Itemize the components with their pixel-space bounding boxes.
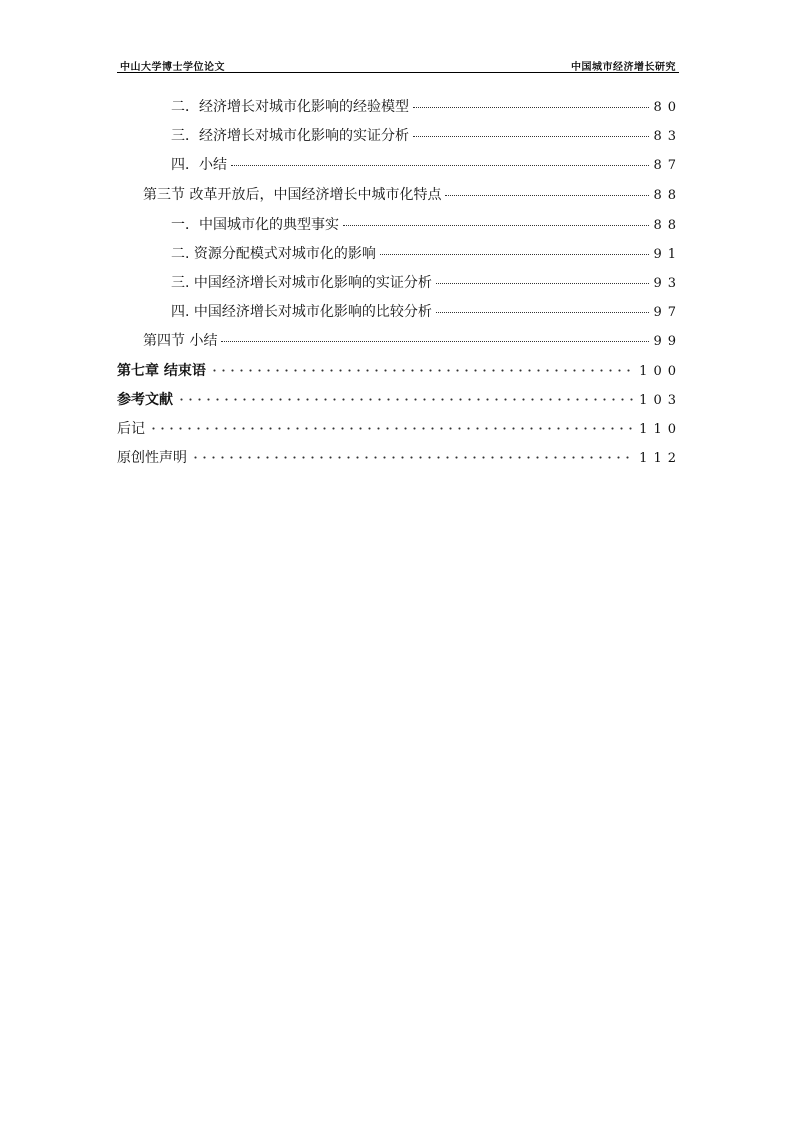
toc-entry-label: 第七章 结束语: [117, 363, 206, 379]
toc-dot-leader: [231, 165, 649, 166]
page-header: [117, 58, 679, 73]
header-thesis-title: 中山大学博士学位论文: [120, 62, 225, 73]
toc-entry-label: 四. 中国经济增长对城市化影响的比较分析: [171, 304, 432, 320]
toc-entry-label: 后记: [117, 421, 145, 437]
toc-entry-page: 100: [639, 364, 682, 379]
toc-dot-leader: [436, 283, 650, 284]
toc-entry[interactable]: [171, 96, 682, 118]
toc-dot-leader: [380, 254, 650, 255]
toc-entry-label: 三．经济增长对城市化影响的实证分析: [171, 128, 409, 144]
toc-entry-page: 99: [653, 334, 682, 349]
toc-entry-page: 80: [653, 100, 682, 115]
toc-dot-leader: [445, 195, 649, 196]
toc-entry[interactable]: [117, 418, 682, 440]
header-paper-title: 中国城市经济增长研究: [571, 62, 676, 73]
toc-entry-page: 97: [653, 305, 682, 320]
toc-dot-leader: [191, 455, 635, 459]
toc-entry[interactable]: [171, 272, 682, 294]
toc-entry-page: 88: [653, 188, 682, 203]
toc-entry[interactable]: [171, 154, 682, 176]
toc-entry-label: 第三节 改革开放后，中国经济增长中城市化特点: [143, 187, 442, 203]
toc-entry-page: 88: [653, 218, 682, 233]
toc-entry[interactable]: [117, 360, 682, 382]
toc-entry[interactable]: [117, 389, 682, 411]
toc-entry-page: 91: [653, 247, 682, 262]
toc-entry-page: 112: [639, 451, 682, 466]
toc-entry-label: 三. 中国经济增长对城市化影响的实证分析: [171, 275, 432, 291]
toc-entry-page: 87: [653, 158, 682, 173]
toc-entry-label: 原创性声明: [117, 450, 187, 466]
toc-entry-label: 二. 资源分配模式对城市化的影响: [171, 246, 376, 262]
toc-dot-leader: [436, 312, 650, 313]
toc-dot-leader: [149, 426, 635, 430]
toc-entry-label: 二．经济增长对城市化影响的经验模型: [171, 99, 409, 115]
toc-entry-page: 103: [639, 393, 682, 408]
toc-entry[interactable]: [171, 125, 682, 147]
toc-dot-leader: [413, 107, 649, 108]
toc-dot-leader: [413, 136, 649, 137]
toc-entry[interactable]: [143, 184, 682, 206]
toc-entry[interactable]: [171, 301, 682, 323]
toc-entry-page: 110: [639, 422, 682, 437]
toc-entry[interactable]: [117, 447, 682, 469]
toc-entry[interactable]: [171, 243, 682, 265]
toc-entry[interactable]: [171, 214, 682, 236]
toc-dot-leader: [210, 368, 635, 372]
toc-entry-page: 83: [653, 129, 682, 144]
toc-entry-label: 一．中国城市化的典型事实: [171, 217, 339, 233]
toc-entry-label: 第四节 小结: [143, 333, 218, 349]
toc-dot-leader: [343, 225, 649, 226]
toc-dot-leader: [177, 397, 635, 401]
toc-entry-label: 四．小结: [171, 157, 227, 173]
toc-entry-page: 93: [653, 276, 682, 291]
toc-entry[interactable]: [143, 330, 682, 352]
toc-dot-leader: [221, 341, 649, 342]
toc-entry-label: 参考文献: [117, 392, 173, 408]
